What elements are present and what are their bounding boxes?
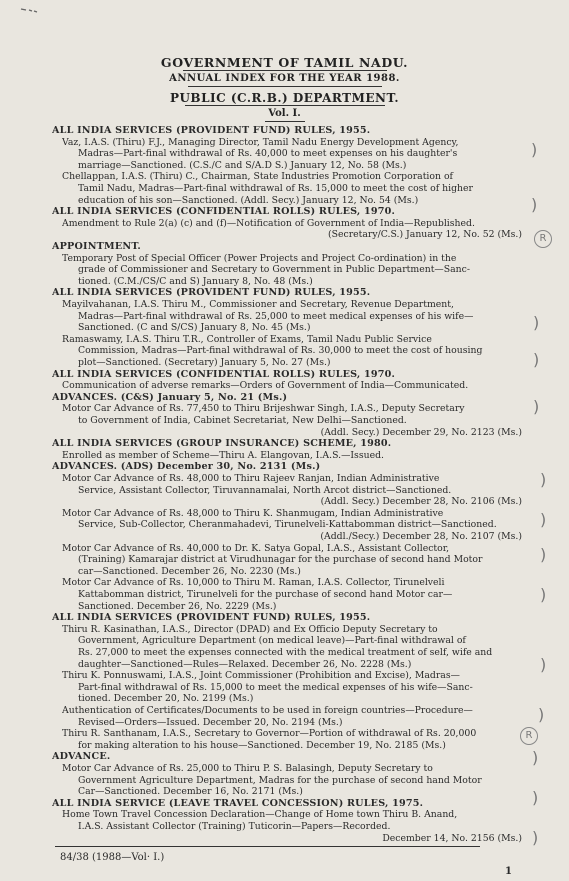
entry-line: daughter—Sanctioned—Rules—Relaxed. December 26, No. 2228 (Ms.) <box>78 658 412 670</box>
entry-line: car—Sanctioned. December 26, No. 2230 (Ms.) <box>78 565 301 577</box>
entry-line: tioned. (C.M./CS/C and S) January 8, No. 48 (Ms.) <box>78 275 313 287</box>
entry-line: Tamil Nadu, Madras—Part-final withdrawal of Rs. 15,000 to meet the cost of higher <box>78 183 473 194</box>
department-heading: PUBLIC (C.R.B.) DEPARTMENT. <box>169 91 400 105</box>
entry-line: Part-final withdrawal of Rs. 15,000 to meet the medical expenses of his wife—Sanc- <box>78 681 473 693</box>
department-underline <box>185 105 385 106</box>
entry-line: Motor Car Advance of Rs. 77,450 to Thiru Brijeshwar Singh, I.A.S., Deputy Secretary <box>62 403 465 415</box>
margin-bracket-mark: ) <box>540 470 547 489</box>
entry-line: Sanctioned. (C and S/CS) January 8, No. 45 (Ms.) <box>78 322 311 334</box>
margin-bracket-mark: ) <box>531 140 538 159</box>
section-heading: ADVANCES. (C&S) January 5, No. 21 (Ms.) <box>52 391 288 403</box>
entry-line: (Training) Kamarajar district at Virudhunagar for the purchase of second hand Motor <box>78 554 483 566</box>
entry-line: Enrolled as member of Scheme—Thiru A. Elangovan, I.A.S.—Issued. <box>62 449 384 461</box>
section-heading: ADVANCES. (ADS) December 30, No. 2131 (Ms.) <box>52 461 321 473</box>
volume-underline <box>265 121 305 122</box>
entry-line: Commission, Madras—Part-final withdrawal of Rs. 30,000 to meet the cost of housing <box>78 345 483 357</box>
entry-line: Amendment to Rule 2(a) (c) and (f)—Notification of Government of India—Republished. <box>62 217 475 229</box>
entry-line: Thiru R. Santhanam, I.A.S., Secretary to Governor—Portion of withdrawal of Rs. 20,000 <box>62 728 477 740</box>
entry-line: Chellappan, I.A.S. (Thiru) C., Chairman, State Industries Promotion Corporation of <box>62 171 453 183</box>
entry-line: Mayilvahanan, I.A.S. Thiru M., Commissioner and Secretary, Revenue Department, <box>62 299 454 310</box>
entry-line: Motor Car Advance of Rs. 48,000 to Thiru K. Shanmugam, Indian Administrative <box>62 507 444 519</box>
margin-circled-letter: R <box>520 727 538 745</box>
margin-bracket-mark: ) <box>533 313 540 332</box>
entry-line: Government Agriculture Department, Madras for the purchase of second hand Motor <box>78 774 482 786</box>
section-heading: ALL INDIA SERVICES (CONFIDENTIAL ROLLS) RULES, 1970. <box>52 206 396 218</box>
entry-line: Government, Agriculture Department (on medical leave)—Part-final withdrawal of <box>78 635 466 647</box>
ink-speck <box>20 7 38 13</box>
volume-label: Vol. I. <box>268 108 301 119</box>
subtitle-underline <box>188 86 382 87</box>
margin-bracket-mark: ) <box>533 350 540 369</box>
margin-circled-letter: R <box>534 230 552 248</box>
entry-line: plot—Sanctioned. (Secretary) January 5, No. 27 (Ms.) <box>78 357 331 368</box>
entry-line: marriage—Sanctioned. (C.S./C and S/A.D S.) January 12, No. 58 (Ms.) <box>78 159 407 171</box>
margin-bracket-mark: ) <box>532 788 539 807</box>
section-heading: ALL INDIA SERVICES (PROVIDENT FUND) RULES, 1955. <box>52 125 371 136</box>
section-heading: ADVANCE. <box>52 751 111 763</box>
entry-line: grade of Commissioner and Secretary to Government in Public Department—Sanc- <box>78 264 470 276</box>
entry-line: Madras—Part-final withdrawal of Rs. 40,000 to meet expenses on his daughter's <box>78 148 458 160</box>
entry-citation: (Secretary/C.S.) January 12, No. 52 (Ms.) <box>327 229 522 241</box>
footer-rule <box>55 846 480 847</box>
entry-line: Car—Sanctioned. December 16, No. 2171 (Ms.) <box>78 786 303 798</box>
entry-line: Authentication of Certificates/Documents to be used in foreign countries—Procedure— <box>62 705 473 716</box>
entry-line: Service, Sub-Collector, Cheranmahadevi, Tirunelveli-Kattabomman district—Sanctioned. <box>78 519 497 531</box>
margin-bracket-mark: ) <box>532 748 539 767</box>
entry-line: Home Town Travel Concession Declaration—Change of Home town Thiru B. Anand, <box>62 809 458 821</box>
page-number: 1 <box>505 866 512 877</box>
entry-citation: (Addl./Secy.) December 28, No. 2107 (Ms.) <box>320 531 522 542</box>
footer-code: 84/38 (1988—Vol· I.) <box>60 852 165 863</box>
entry-citation: December 14, No. 2156 (Ms.) <box>382 832 522 844</box>
entry-line: Vaz, I.A.S. (Thiru) F.J., Managing Director, Tamil Nadu Energy Development Agency, <box>62 136 459 148</box>
entry-line: Thiru K. Ponnuswami, I.A.S., Joint Commissioner (Prohibition and Excise), Madras— <box>62 670 460 682</box>
entry-line: Thiru R. Kasinathan, I.A.S., Director (DPAD) and Ex Officio Deputy Secretary to <box>62 623 438 635</box>
entry-line: for making alteration to his house—Sanctioned. December 19, No. 2185 (Ms.) <box>78 739 446 751</box>
margin-bracket-mark: ) <box>531 195 538 214</box>
margin-bracket-mark: ) <box>540 585 547 604</box>
entry-line: Motor Car Advance of Rs. 40,000 to Dr. K. Satya Gopal, I.A.S., Assistant Collector, <box>62 542 450 554</box>
doc-subtitle: ANNUAL INDEX FOR THE YEAR 1988. <box>169 73 400 84</box>
entry-line: Revised—Orders—Issued. December 20, No. 2194 (Ms.) <box>78 716 343 728</box>
entry-line: Ramaswamy, I.A.S. Thiru T.R., Controller of Exams, Tamil Nadu Public Service <box>62 333 432 345</box>
doc-title: GOVERNMENT OF TAMIL NADU. <box>160 55 409 70</box>
entry-line: education of his son—Sanctioned. (Addl. Secy.) January 12, No. 54 (Ms.) <box>78 194 419 206</box>
margin-bracket-mark: ) <box>532 828 539 847</box>
entry-line: to Government of India, Cabinet Secretariat, New Delhi—Sanctioned. <box>78 415 407 426</box>
section-heading: ALL INDIA SERVICES (PROVIDENT FUND) RULES, 1955. <box>52 287 371 299</box>
margin-bracket-mark: ) <box>533 397 540 416</box>
margin-bracket-mark: ) <box>540 655 547 674</box>
entry-line: Service, Assistant Collector, Tiruvannamalai, North Arcot district—Sanctioned. <box>78 484 452 496</box>
margin-bracket-mark: ) <box>540 545 547 564</box>
entry-line: Temporary Post of Special Officer (Power Projects and Project Co-ordination) in the <box>62 252 457 264</box>
entry-line: Sanctioned. December 26, No. 2229 (Ms.) <box>78 600 277 612</box>
section-heading: ALL INDIA SERVICE (LEAVE TRAVEL CONCESSION) RULES, 1975. <box>52 797 424 809</box>
entry-citation: (Addl. Secy.) December 28, No. 2106 (Ms.) <box>320 496 522 508</box>
section-heading: APPOINTMENT. <box>52 241 141 252</box>
margin-bracket-mark: ) <box>538 705 545 724</box>
title-underline <box>183 70 387 71</box>
entry-line: Communication of adverse remarks—Orders of Government of India—Communicated. <box>62 380 469 392</box>
entry-citation: (Addl. Secy.) December 29, No. 2123 (Ms.) <box>320 426 522 438</box>
section-heading: ALL INDIA SERVICES (CONFIDENTIAL ROLLS) RULES, 1970. <box>52 368 396 380</box>
entry-line: Kattabomman district, Tirunelveli for the purchase of second hand Motor car— <box>78 589 453 600</box>
entry-line: Madras—Part-final withdrawal of Rs. 25,000 to meet medical expenses of his wife— <box>78 310 474 322</box>
entry-line: Motor Car Advance of Rs. 48,000 to Thiru Rajeev Ranjan, Indian Administrative <box>62 473 440 484</box>
section-heading: ALL INDIA SERVICES (PROVIDENT FUND) RULES, 1955. <box>52 612 371 624</box>
entry-line: tioned. December 20, No. 2199 (Ms.) <box>78 693 254 705</box>
margin-bracket-mark: ) <box>540 510 547 529</box>
entry-line: Motor Car Advance of Rs. 25,000 to Thiru P. S. Balasingh, Deputy Secretary to <box>62 763 433 774</box>
section-heading: ALL INDIA SERVICES (GROUP INSURANCE) SCHEME, 1980. <box>52 438 392 450</box>
entry-line: I.A.S. Assistant Collector (Training) Tuticorin—Papers—Recorded. <box>78 821 391 832</box>
entry-line: Motor Car Advance of Rs. 10,000 to Thiru M. Raman, I.A.S. Collector, Tirunelveli <box>62 577 445 589</box>
entry-line: Rs. 27,000 to meet the expenses connected with the medical treatment of self, wife and <box>78 647 493 658</box>
